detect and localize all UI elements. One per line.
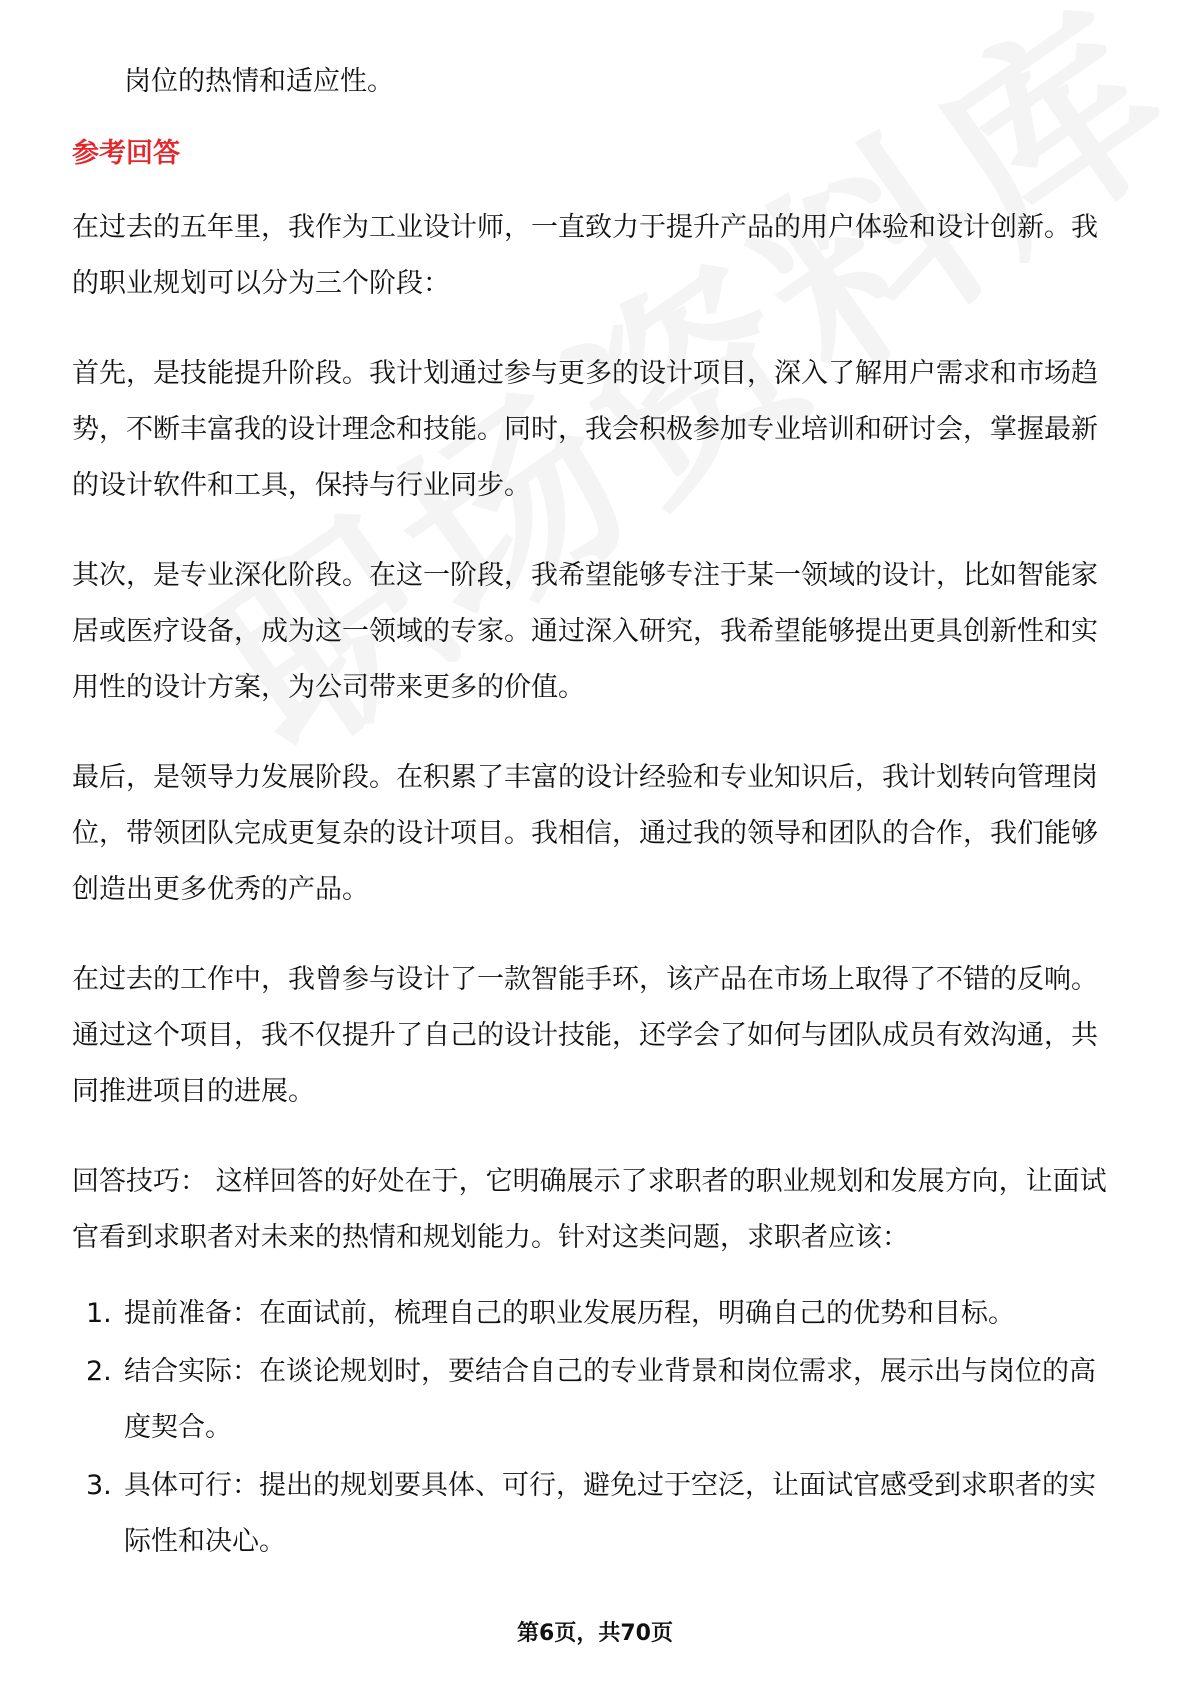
- answer-paragraph-2: 首先，是技能提升阶段。我计划通过参与更多的设计项目，深入了解用户需求和市场趋势，不断丰富我的设计理念和技能。同时，我会积极参加专业培训和研讨会，掌握最新的设计软件和工具，保持与行业同步。: [72, 358, 1098, 501]
- list-item-text: 提前准备：在面试前，梳理自己的职业发展历程，明确自己的优势和目标。: [124, 1298, 1015, 1329]
- list-item: [72, 1458, 1122, 1570]
- section-title: 参考回答: [72, 138, 180, 169]
- tips-intro: 回答技巧： 这样回答的好处在于，它明确展示了求职者的职业规划和发展方向，让面试官看到求职者对未来的热情和规划能力。针对这类问题，求职者应该：: [72, 1166, 1107, 1253]
- intro-tail-text: 岗位的热情和适应性。: [124, 66, 394, 97]
- answer-paragraph-1: 在过去的五年里，我作为工业设计师，一直致力于提升产品的用户体验和设计创新。我的职业规划可以分为三个阶段：: [72, 212, 1098, 299]
- list-item-number: 1.: [86, 1298, 112, 1329]
- list-item-number: 3.: [86, 1470, 112, 1501]
- answer-paragraph-3: 其次，是专业深化阶段。在这一阶段，我希望能够专注于某一领域的设计，比如智能家居或医疗设备，成为这一领域的专家。通过深入研究，我希望能够提出更具创新性和实用性的设计方案，为公司带来更多的价值。: [72, 560, 1098, 703]
- page-number-footer: 第6页，共70页: [517, 1621, 673, 1646]
- answer-paragraph-5: 在过去的工作中，我曾参与设计了一款智能手环，该产品在市场上取得了不错的反响。通过这个项目，我不仅提升了自己的设计技能，还学会了如何与团队成员有效沟通，共同推进项目的进展。: [72, 964, 1098, 1107]
- list-item-text: 具体可行：提出的规划要具体、可行，避免过于空泛，让面试官感受到求职者的实际性和决心。: [124, 1470, 1096, 1557]
- list-item: [72, 1286, 1122, 1342]
- list-item: [72, 1344, 1122, 1456]
- tips-list: [72, 1286, 1122, 1570]
- list-item-text: 结合实际：在谈论规划时，要结合自己的专业背景和岗位需求，展示出与岗位的高度契合。: [124, 1356, 1096, 1443]
- answer-paragraph-4: 最后，是领导力发展阶段。在积累了丰富的设计经验和专业知识后，我计划转向管理岗位，带领团队完成更复杂的设计项目。我相信，通过我的领导和团队的合作，我们能够创造出更多优秀的产品。: [72, 762, 1098, 905]
- list-item-number: 2.: [86, 1356, 112, 1387]
- page-content: [72, 54, 1122, 1572]
